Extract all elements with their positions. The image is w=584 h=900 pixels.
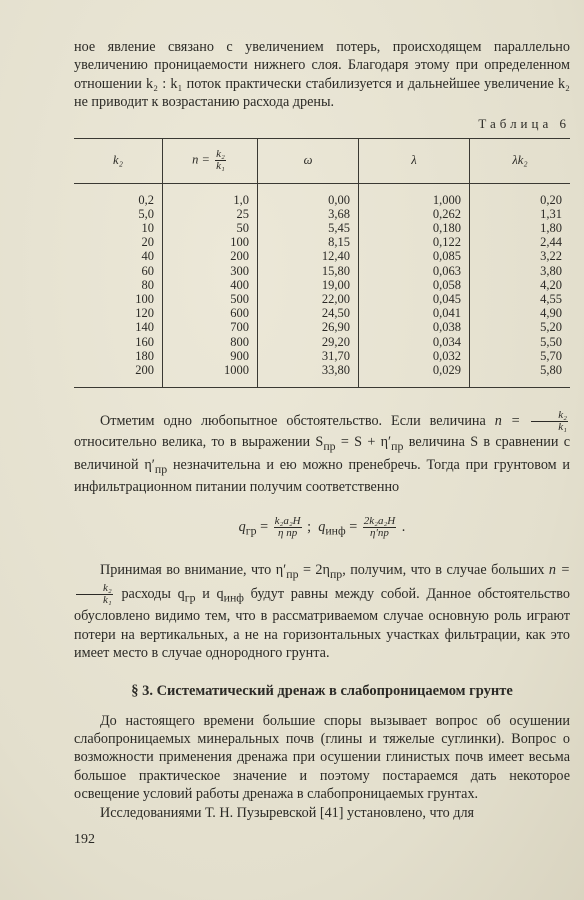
p2-n: n = xyxy=(494,413,521,430)
header-n-fraction xyxy=(215,149,226,172)
cell-lambda-k2: 5,50 xyxy=(470,335,571,349)
table-row xyxy=(74,221,570,235)
p2-frac-den: k₁ xyxy=(558,421,568,434)
formula-q1: q xyxy=(238,518,246,535)
cell-k2: 20 xyxy=(141,235,154,250)
table-row xyxy=(74,335,570,349)
table-row xyxy=(74,264,570,278)
paragraph-observation xyxy=(74,410,570,496)
formula-eq-2: = xyxy=(349,518,358,535)
cell-lambda: 0,122 xyxy=(359,235,470,249)
p2-text-1: Отметим одно любопытное обстоятельство. Если величина xyxy=(100,413,486,430)
cell-omega: 0,00 xyxy=(258,183,359,207)
cell-k2: 100 xyxy=(135,292,154,307)
formula-q2: q xyxy=(318,518,326,535)
cell-n: 100 xyxy=(163,235,258,249)
paragraph-intro: ное явление связано с увеличением потерь, происходящем параллельно увеличению проницаемости нижнего слоя. Благодаря этому при определенном отношении k₂ : k₁ поток практически стабилизуется и дальнейшее увеличение k₂ не приводит к возрастанию расхода дрены. xyxy=(74,39,570,111)
section-heading: § 3. Систематический дренаж в слабопроницаемом грунте xyxy=(131,682,513,699)
cell-lambda: 0,034 xyxy=(359,335,470,349)
cell-omega: 29,20 xyxy=(258,335,359,349)
cell-omega: 33,80 xyxy=(258,363,359,388)
table-row xyxy=(74,207,570,221)
p3-n: n = xyxy=(548,562,571,579)
table-row xyxy=(74,306,570,320)
cell-lambda-k2: 5,80 xyxy=(470,363,571,388)
p3-frac-num: k₂ xyxy=(76,583,113,595)
table-caption: Таблица 6 xyxy=(478,115,570,131)
cell-k2: 120 xyxy=(135,306,154,321)
cell-n: 600 xyxy=(163,306,258,320)
cell-omega: 3,68 xyxy=(258,207,359,221)
cell-omega: 12,40 xyxy=(258,249,359,263)
cell-lambda-k2: 3,80 xyxy=(470,264,571,278)
formula-f2-num: 2k₂a₂H xyxy=(363,515,396,528)
cell-n: 900 xyxy=(163,349,258,363)
cell-n: 700 xyxy=(163,320,258,334)
cell-lambda-k2: 1,80 xyxy=(470,221,571,235)
p3-sub-3: гр xyxy=(184,590,196,605)
cell-n: 300 xyxy=(163,264,258,278)
cell-lambda-k2: 4,20 xyxy=(470,278,571,292)
cell-omega: 24,50 xyxy=(258,306,359,320)
p3-sub-1: пр xyxy=(286,566,299,581)
formula-discharge xyxy=(74,516,570,539)
cell-omega: 19,00 xyxy=(258,278,359,292)
header-lambda-k2: λk₂ xyxy=(470,138,571,183)
cell-n: 1000 xyxy=(163,363,258,388)
formula-f2-den: η′пр xyxy=(370,527,389,540)
cell-n: 50 xyxy=(163,221,258,235)
cell-lambda: 0,045 xyxy=(359,292,470,306)
cell-k2: 0,2 xyxy=(138,192,154,207)
cell-k2: 200 xyxy=(135,363,154,378)
page-number: 192 xyxy=(74,832,95,848)
p3-frac-den: k₁ xyxy=(103,594,112,607)
cell-omega: 8,15 xyxy=(258,235,359,249)
header-lambda: λ xyxy=(359,138,470,183)
cell-k2: 160 xyxy=(135,334,154,349)
cell-lambda: 0,032 xyxy=(359,349,470,363)
p3-text-3: , получим, что в случае больших xyxy=(342,562,545,579)
header-n-numerator: k₂ xyxy=(216,148,225,161)
cell-lambda: 0,180 xyxy=(359,221,470,235)
formula-eq-1: = xyxy=(260,518,269,535)
table-row xyxy=(74,249,570,263)
cell-lambda-k2: 1,31 xyxy=(470,207,571,221)
cell-k2: 40 xyxy=(141,249,154,264)
cell-omega: 26,90 xyxy=(258,320,359,334)
cell-lambda-k2: 2,44 xyxy=(470,235,571,249)
cell-k2: 180 xyxy=(135,348,154,363)
cell-n: 800 xyxy=(163,335,258,349)
cell-lambda: 0,041 xyxy=(359,306,470,320)
header-omega: ω xyxy=(258,138,359,183)
formula-end: . xyxy=(401,518,406,535)
cell-omega: 31,70 xyxy=(258,349,359,363)
table-body xyxy=(74,183,570,388)
table-row xyxy=(74,349,570,363)
paragraph-research: Исследованиями Т. Н. Пузыревской [41] установлено, что для xyxy=(100,804,475,821)
cell-lambda: 0,063 xyxy=(359,264,470,278)
p3-text-4: расходы q xyxy=(121,586,185,603)
table-row xyxy=(74,292,570,306)
p3-text-2: = 2η xyxy=(302,562,330,579)
p2-text-4: величина S в сравнении с величиной η′ xyxy=(74,434,570,473)
cell-lambda-k2: 4,55 xyxy=(470,292,571,306)
cell-omega: 22,00 xyxy=(258,292,359,306)
p3-text-6: будут равны между собой. Данное обстоятельство обусловлено видимо тем, что в рассматриваемом случае основную роль играют потери на вертикальных, а не на горизонтальных участках фильтрации, как это имеет место в случае однородного грунта. xyxy=(74,586,571,662)
cell-lambda-k2: 4,90 xyxy=(470,306,571,320)
cell-k2: 140 xyxy=(135,320,154,335)
table-row xyxy=(74,278,570,292)
formula-fraction-1 xyxy=(274,516,302,539)
cell-lambda-k2: 5,70 xyxy=(470,349,571,363)
table-row xyxy=(74,235,570,249)
p2-sub-1: пр xyxy=(323,439,336,454)
cell-n: 1,0 xyxy=(163,183,258,207)
formula-q2-sub: инф xyxy=(325,523,346,538)
cell-lambda: 0,029 xyxy=(359,363,470,388)
cell-lambda: 0,058 xyxy=(359,278,470,292)
header-n xyxy=(163,138,258,183)
table-row xyxy=(74,363,570,388)
p3-text-5: и q xyxy=(202,586,224,603)
cell-lambda: 0,262 xyxy=(359,207,470,221)
p3-text-1: Принимая во внимание, что η′ xyxy=(100,562,287,579)
p2-sub-3: пр xyxy=(154,461,168,476)
cell-n: 25 xyxy=(163,207,258,221)
header-n-denominator: k₁ xyxy=(216,160,225,173)
cell-lambda: 1,000 xyxy=(359,183,470,207)
table-row xyxy=(74,183,570,207)
cell-n: 200 xyxy=(163,249,258,263)
cell-k2: 10 xyxy=(141,221,154,236)
cell-lambda-k2: 3,22 xyxy=(470,249,571,263)
cell-lambda-k2: 0,20 xyxy=(470,183,571,207)
table-header-row xyxy=(74,138,570,183)
cell-n: 400 xyxy=(163,278,258,292)
cell-lambda-k2: 5,20 xyxy=(470,320,571,334)
cell-lambda: 0,085 xyxy=(359,249,470,263)
header-k2: k₂ xyxy=(74,138,163,183)
p2-text-2: относительно велика, то в выражении S xyxy=(74,434,324,451)
p3-sub-4: инф xyxy=(223,590,244,605)
table-row xyxy=(74,320,570,334)
cell-omega: 5,45 xyxy=(258,221,359,235)
p2-text-3: = S + η′ xyxy=(340,434,392,451)
paragraph-drainage-debate: До настоящего времени большие споры вызывает вопрос об осушении слабопроницаемых минеральных почв (глины и тяжелые суглинки). Вопрос о возможности применения дренажа при осушении глинистых почв имеет весьма большое практическое значение и поэтому постараемся дать некоторое освещение условий работы дренажа в слабопроницаемых грунтах. xyxy=(74,712,570,803)
cell-k2: 80 xyxy=(141,277,154,292)
formula-fraction-2 xyxy=(363,516,396,539)
cell-lambda: 0,038 xyxy=(359,320,470,334)
paragraph-considering xyxy=(74,561,570,662)
p2-text-5: незначительна и ею можно пренебречь. Тогда при грунтовом и инфильтрационном питании получим соответственно xyxy=(74,456,570,495)
cell-k2: 5,0 xyxy=(138,206,154,221)
p3-fraction xyxy=(76,583,113,606)
data-table xyxy=(74,138,570,389)
p3-sub-2: пр xyxy=(329,566,343,581)
p2-fraction xyxy=(531,410,568,433)
cell-omega: 15,80 xyxy=(258,264,359,278)
formula-q1-sub: гр xyxy=(245,523,257,538)
formula-f1-num: k₂a₂H xyxy=(274,515,301,528)
cell-n: 500 xyxy=(163,292,258,306)
formula-separator: ; xyxy=(307,518,312,535)
p2-frac-num: k₂ xyxy=(531,410,568,422)
formula-f1-den: η пр xyxy=(278,527,298,540)
cell-k2: 60 xyxy=(141,263,154,278)
header-n-label: n = xyxy=(192,152,210,167)
p2-sub-2: пр xyxy=(391,439,404,454)
